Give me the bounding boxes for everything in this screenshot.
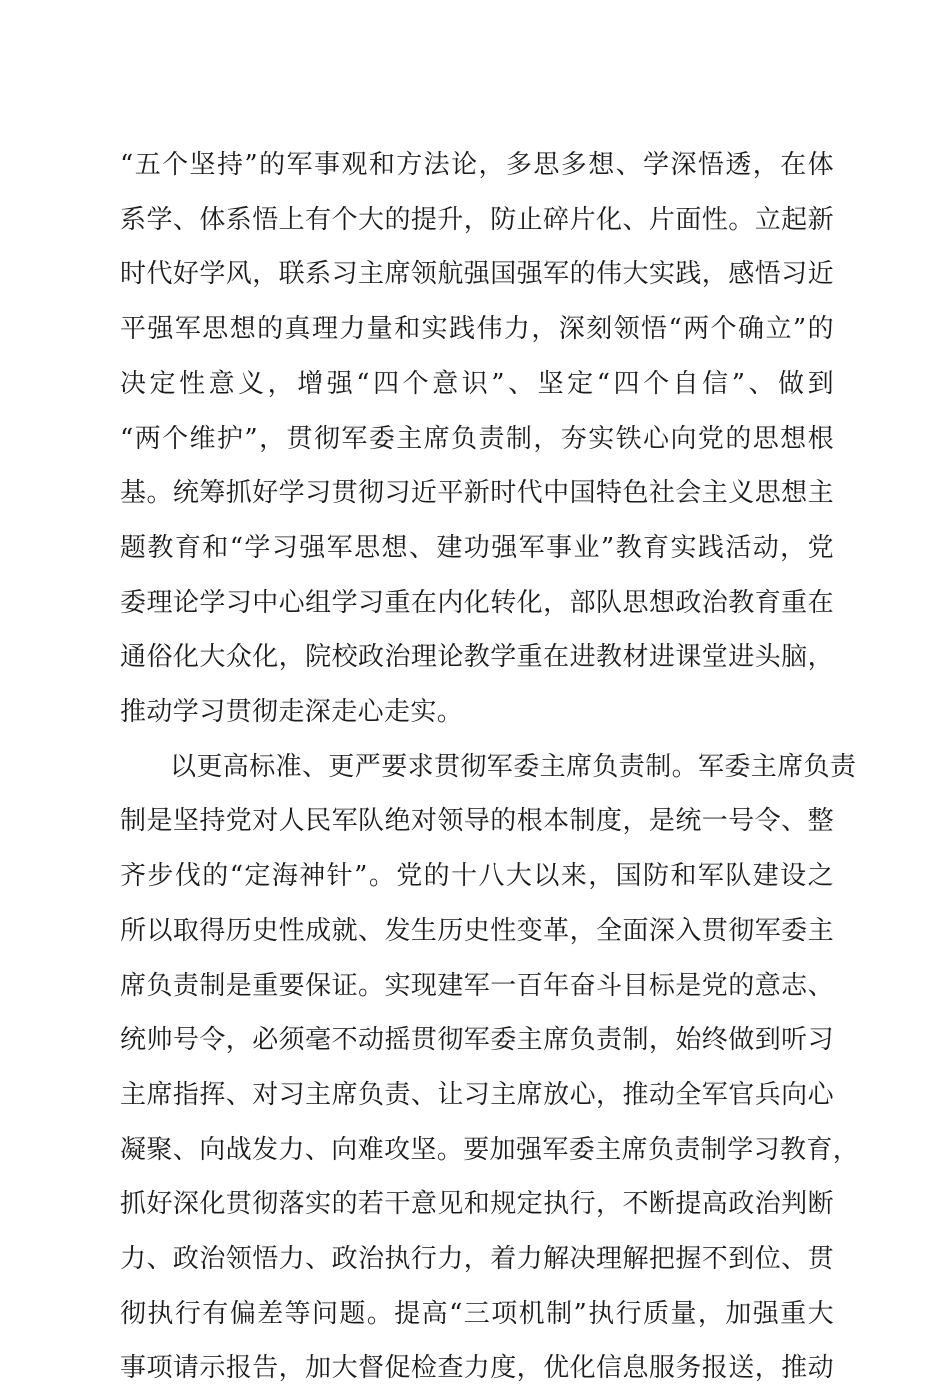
text-line: 系学、体系悟上有个大的提升，防止碎片化、片面性。立起新 <box>120 204 834 235</box>
text-line: 力、政治领悟力、政治执行力，着力解决理解把握不到位、贯 <box>120 1244 834 1275</box>
text-line: 时代好学风，联系习主席领航强国强军的伟大实践，感悟习近 <box>120 259 834 290</box>
text-line: “两个维护”，贯彻军委主席负责制，夯实铁心向党的思想根 <box>120 423 834 454</box>
paragraph-2 <box>120 740 860 1396</box>
text-line: 彻执行有偏差等问题。提高“三项机制”执行质量，加强重大 <box>120 1298 834 1329</box>
text-line: 以更高标准、更严要求贯彻军委主席负责制。军委主席负责 <box>170 751 857 782</box>
text-line: 基。统筹抓好学习贯彻习近平新时代中国特色社会主义思想主 <box>120 478 834 509</box>
text-line: 推动学习贯彻走深走心走实。 <box>120 697 464 728</box>
text-line: 委理论学习中心组学习重在内化转化，部队思想政治教育重在 <box>120 587 834 618</box>
text-line: 所以取得历史性成就、发生历史性变革，全面深入贯彻军委主 <box>120 915 834 946</box>
paragraph-1 <box>120 138 834 740</box>
text-line: 抓好深化贯彻落实的若干意见和规定执行，不断提高政治判断 <box>120 1189 834 1220</box>
text-line: 主席指挥、对习主席负责、让习主席放心，推动全军官兵向心 <box>120 1079 834 1110</box>
text-line: “五个坚持”的军事观和方法论，多思多想、学深悟透，在体 <box>120 150 834 180</box>
text-line: 齐步伐的“定海神针”。党的十八大以来，国防和军队建设之 <box>120 861 834 892</box>
body-text <box>120 138 860 1396</box>
text-line: 事项请示报告，加大督促检查力度，优化信息服务报送，推动 <box>120 1353 834 1384</box>
text-line: 平强军思想的真理力量和实践伟力，深刻领悟“两个确立”的 <box>120 314 834 345</box>
text-line: 通俗化大众化，院校政治理论教学重在进教材进课堂进头脑， <box>120 642 834 673</box>
text-line: 席负责制是重要保证。实现建军一百年奋斗目标是党的意志、 <box>120 970 834 1001</box>
text-line: 制是坚持党对人民军队绝对领导的根本制度，是统一号令、整 <box>120 806 834 837</box>
text-line: 统帅号令，必须毫不动摇贯彻军委主席负责制，始终做到听习 <box>120 1025 834 1056</box>
text-line: 题教育和“学习强军思想、建功强军事业”教育实践活动，党 <box>120 532 834 563</box>
text-line: 凝聚、向战发力、向难攻坚。要加强军委主席负责制学习教育， <box>120 1134 860 1165</box>
text-line: 决定性意义，增强“四个意识”、坚定“四个自信”、做到 <box>120 368 834 399</box>
